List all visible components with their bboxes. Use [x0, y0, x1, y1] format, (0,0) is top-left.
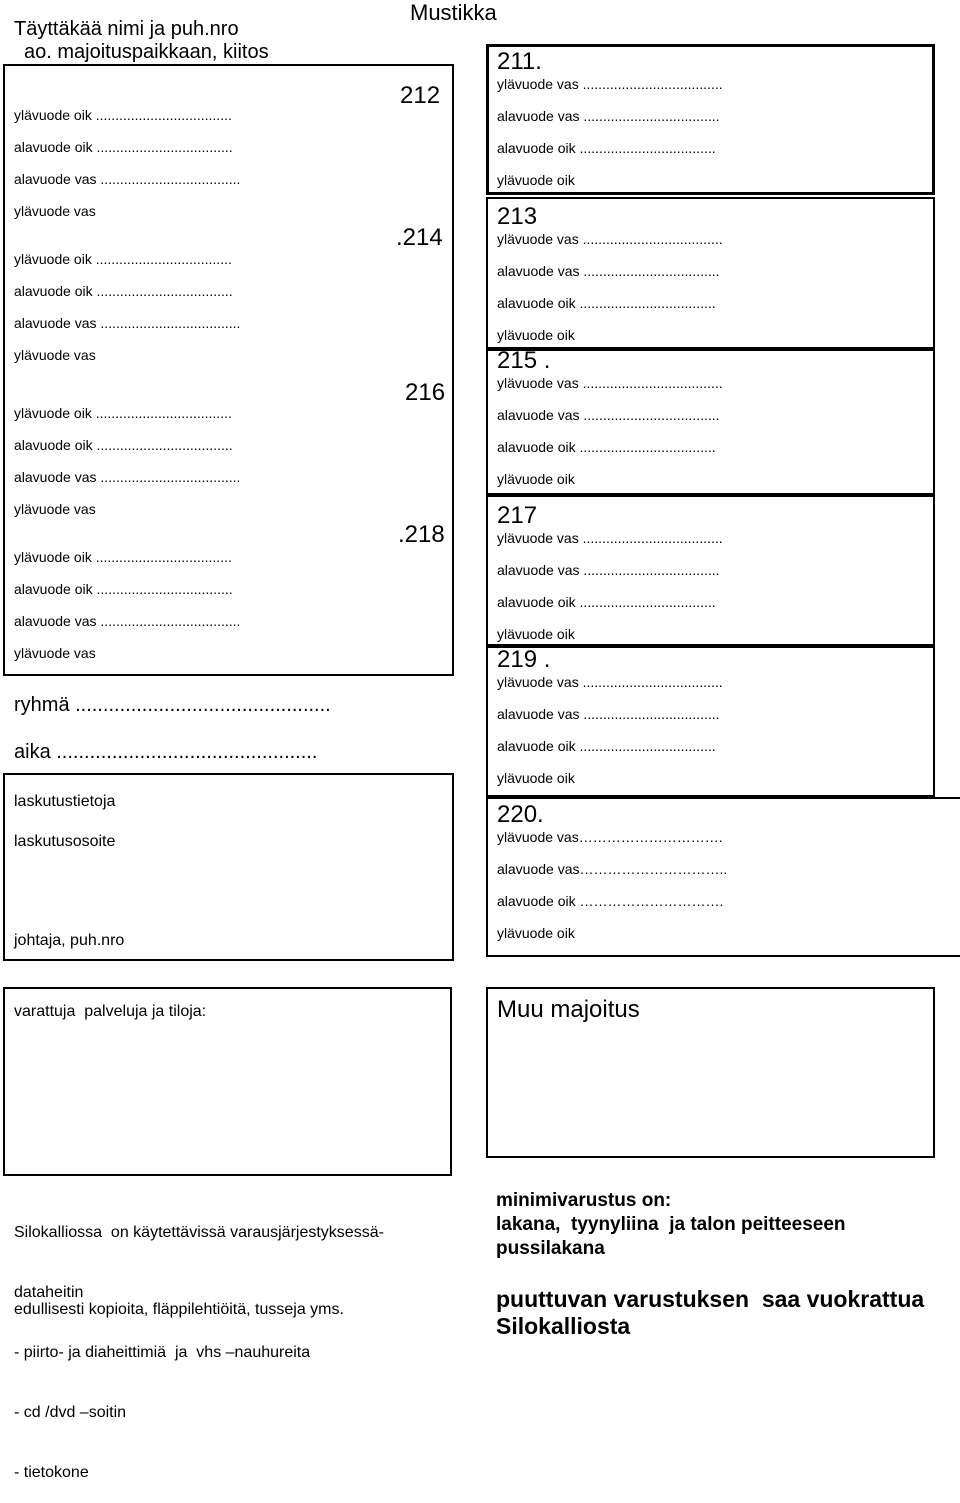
bed-line[interactable]: alavuode oik ...................................	[497, 594, 716, 610]
bed-line[interactable]: ylävuode oik ...................................	[14, 549, 232, 565]
bed-line[interactable]: alavuode oik ………………………….	[497, 893, 724, 909]
billing-address-label[interactable]: laskutusosoite	[14, 833, 116, 850]
bed-line[interactable]: ylävuode oik	[497, 770, 575, 786]
instruction-line-1: Täyttäkää nimi ja puh.nro	[14, 18, 239, 40]
instruction-line-2: ao. majoituspaikkaan, kiitos	[24, 41, 269, 63]
bed-line[interactable]: alavuode oik ...................................	[497, 295, 716, 311]
building-name: Mustikka	[410, 0, 497, 25]
info-line: Silokalliossa on käytettävissä varausjärjestyksessä-	[14, 1224, 384, 1241]
minimum-line: pussilakana	[496, 1238, 605, 1259]
bed-line[interactable]: alavuode vas ....................................	[14, 469, 241, 485]
bed-line[interactable]: alavuode oik ...................................	[497, 439, 716, 455]
bed-line[interactable]: ylävuode oik	[497, 327, 575, 343]
bed-line[interactable]: alavuode oik ...................................	[14, 283, 233, 299]
bed-line[interactable]: ylävuode oik ...................................	[14, 107, 232, 123]
bed-line[interactable]: ylävuode vas	[14, 347, 96, 363]
time-field[interactable]: aika ...............................................	[14, 741, 318, 763]
bed-line[interactable]: alavuode oik ...................................	[14, 581, 233, 597]
bed-line[interactable]: ylävuode oik	[497, 925, 575, 941]
bed-line[interactable]: alavuode vas ...................................	[497, 108, 720, 124]
info-footer: edullisesti kopioita, fläppilehtiöitä, tusseja yms.	[14, 1301, 344, 1318]
info-line: dataheitin	[14, 1284, 84, 1301]
bed-line[interactable]: ylävuode vas ....................................	[497, 674, 723, 690]
bed-line[interactable]: alavuode vas ...................................	[497, 706, 720, 722]
room-number: 220.	[497, 801, 544, 828]
room-number: 211.	[497, 48, 542, 75]
minimum-title: minimivarustus on:	[496, 1190, 672, 1211]
room-number: 213	[497, 203, 538, 230]
bed-line[interactable]: alavuode oik ...................................	[14, 139, 233, 155]
bed-line[interactable]: alavuode oik ...................................	[14, 437, 233, 453]
room-number: 217	[497, 502, 538, 529]
info-line: - piirto- ja diaheittimiä ja vhs –nauhureita	[14, 1344, 311, 1361]
bed-line[interactable]: ylävuode vas	[14, 501, 96, 517]
info-line: - tietokone	[14, 1464, 89, 1481]
bed-line[interactable]: alavuode vas…………………………..	[497, 861, 728, 877]
rental-note: puuttuvan varustuksen saa vuokrattua	[496, 1286, 925, 1312]
rental-note: Silokalliosta	[496, 1313, 631, 1339]
room-number: 216	[405, 379, 446, 406]
room-number: 212	[400, 82, 441, 109]
room-number: 219 .	[497, 646, 551, 673]
bed-line[interactable]: ylävuode oik	[497, 471, 575, 487]
equipment-info	[14, 1183, 384, 1503]
bed-line[interactable]: ylävuode vas ....................................	[497, 231, 723, 247]
bed-line[interactable]: ylävuode oik ...................................	[14, 251, 232, 267]
bed-line[interactable]: ylävuode vas ....................................	[497, 530, 723, 546]
bed-line[interactable]: alavuode vas ....................................	[14, 171, 241, 187]
bed-line[interactable]: alavuode oik ...................................	[497, 140, 716, 156]
leader-phone-label[interactable]: johtaja, puh.nro	[14, 932, 125, 949]
bed-line[interactable]: alavuode vas ...................................	[497, 562, 720, 578]
billing-info-label[interactable]: laskutustietoja	[14, 793, 116, 810]
bed-line[interactable]: alavuode vas ...................................	[497, 263, 720, 279]
room-number: .214	[396, 224, 443, 251]
bed-line[interactable]: ylävuode oik ...................................	[14, 405, 232, 421]
other-accommodation-label: Muu majoitus	[497, 996, 640, 1023]
bed-line[interactable]: alavuode vas ...................................	[497, 407, 720, 423]
bed-line[interactable]: alavuode oik ...................................	[497, 738, 716, 754]
bed-line[interactable]: ylävuode vas………………………….	[497, 829, 723, 845]
minimum-line: lakana, tyynyliina ja talon peitteeseen	[496, 1214, 846, 1235]
bed-line[interactable]: ylävuode oik	[497, 172, 575, 188]
bed-line[interactable]: alavuode vas ....................................	[14, 315, 241, 331]
bed-line[interactable]: ylävuode oik	[497, 626, 575, 642]
services-label: varattuja palveluja ja tiloja:	[14, 1003, 207, 1020]
group-field[interactable]: ryhmä ..............................................	[14, 694, 331, 716]
room-number: .218	[398, 521, 445, 548]
bed-line[interactable]: ylävuode vas ....................................	[497, 375, 723, 391]
bed-line[interactable]: ylävuode vas	[14, 203, 96, 219]
bed-line[interactable]: ylävuode vas ....................................	[497, 76, 723, 92]
room-number: 215 .	[497, 347, 551, 374]
info-line: - cd /dvd –soitin	[14, 1404, 127, 1421]
bed-line[interactable]: alavuode vas ....................................	[14, 613, 241, 629]
bed-line[interactable]: ylävuode vas	[14, 645, 96, 661]
